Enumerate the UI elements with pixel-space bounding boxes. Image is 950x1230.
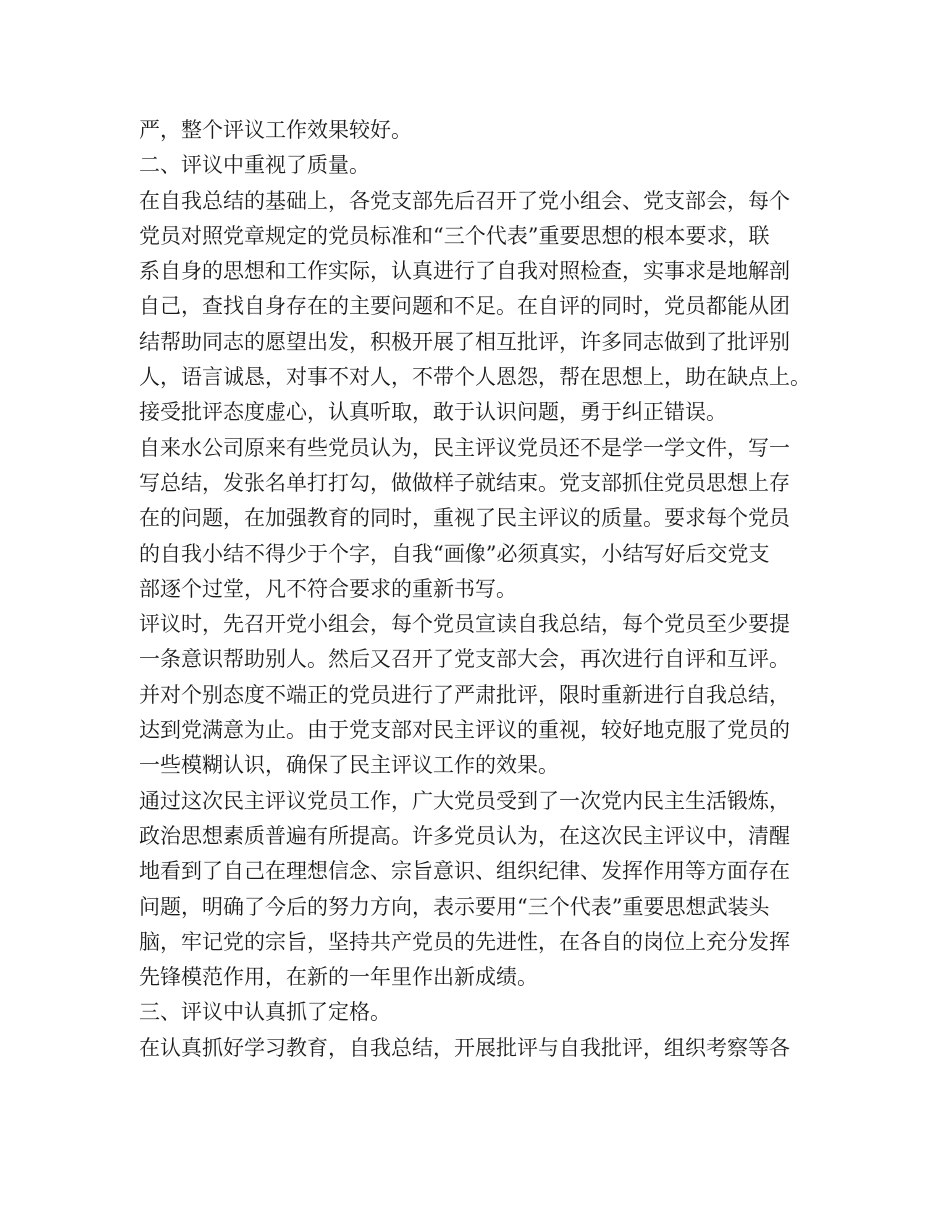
text-line: 政治思想素质普遍有所提高。许多党员认为，在这次民主评议中，清醒: [139, 823, 790, 848]
text-line: 人，语言诚恳，对事不对人，不带个人恩怨，帮在思想上，助在缺点上。: [139, 365, 811, 390]
text-line: 先锋模范作用，在新的一年里作出新成绩。: [139, 965, 538, 990]
text-line: 接受批评态度虚心，认真听取，敢于认识问题，勇于纠正错误。: [139, 400, 727, 425]
text-line: 脑，牢记党的宗旨，坚持共产党员的先进性，在各自的岗位上充分发挥: [139, 929, 790, 954]
text-line: 系自身的思想和工作实际，认真进行了自我对照检查，实事求是地解剖: [139, 259, 790, 284]
text-line: 问题，明确了今后的努力方向，表示要用“三个代表”重要思想武装头: [139, 894, 770, 919]
text-line: 自来水公司原来有些党员认为，民主评议党员还不是学一学文件，写一: [139, 435, 790, 460]
text-line: 严，整个评议工作效果较好。: [139, 118, 412, 142]
text-line: 的自我小结不得少于个字，自我“画像”必须真实，小结写好后交党支: [139, 541, 770, 566]
document-body-text: [139, 113, 839, 1066]
text-line: 通过这次民主评议党员工作，广大党员受到了一次党内民主生活锻炼，: [139, 788, 790, 813]
text-line: 在认真抓好学习教育，自我总结，开展批评与自我批评，组织考察等各: [139, 1035, 790, 1060]
text-line: 部逐个过堂，凡不符合要求的重新书写。: [139, 576, 517, 601]
text-line: 一些模糊认识，确保了民主评议工作的效果。: [139, 753, 559, 778]
text-line: 并对个别态度不端正的党员进行了严肃批评，限时重新进行自我总结，: [139, 682, 790, 707]
text-line: 自己，查找自身存在的主要问题和不足。在自评的同时，党员都能从团: [139, 294, 790, 319]
text-line: 写总结，发张名单打打勾，做做样子就结束。党支部抓住党员思想上存: [139, 470, 790, 495]
text-line: 达到党满意为止。由于党支部对民主评议的重视，较好地克服了党员的: [139, 718, 790, 743]
text-line: 一条意识帮助别人。然后又召开了党支部大会，再次进行自评和互评。: [139, 647, 790, 672]
section-heading: 二、评议中重视了质量。: [139, 153, 370, 178]
text-line: 党员对照党章规定的党员标准和“三个代表”重要思想的根本要求，联: [139, 223, 770, 248]
text-line: 结帮助同志的愿望出发，积极开展了相互批评，许多同志做到了批评别: [139, 329, 790, 354]
section-heading: 三、评议中认真抓了定格。: [139, 1000, 391, 1025]
text-line: 地看到了自己在理想信念、宗旨意识、组织纪律、发挥作用等方面存在: [139, 859, 790, 884]
text-line: 在自我总结的基础上，各党支部先后召开了党小组会、党支部会，每个: [139, 188, 790, 213]
text-line: 在的问题，在加强教育的同时，重视了民主评议的质量。要求每个党员: [139, 506, 790, 531]
text-line: 评议时，先召开党小组会，每个党员宣读自我总结，每个党员至少要提: [139, 612, 790, 637]
